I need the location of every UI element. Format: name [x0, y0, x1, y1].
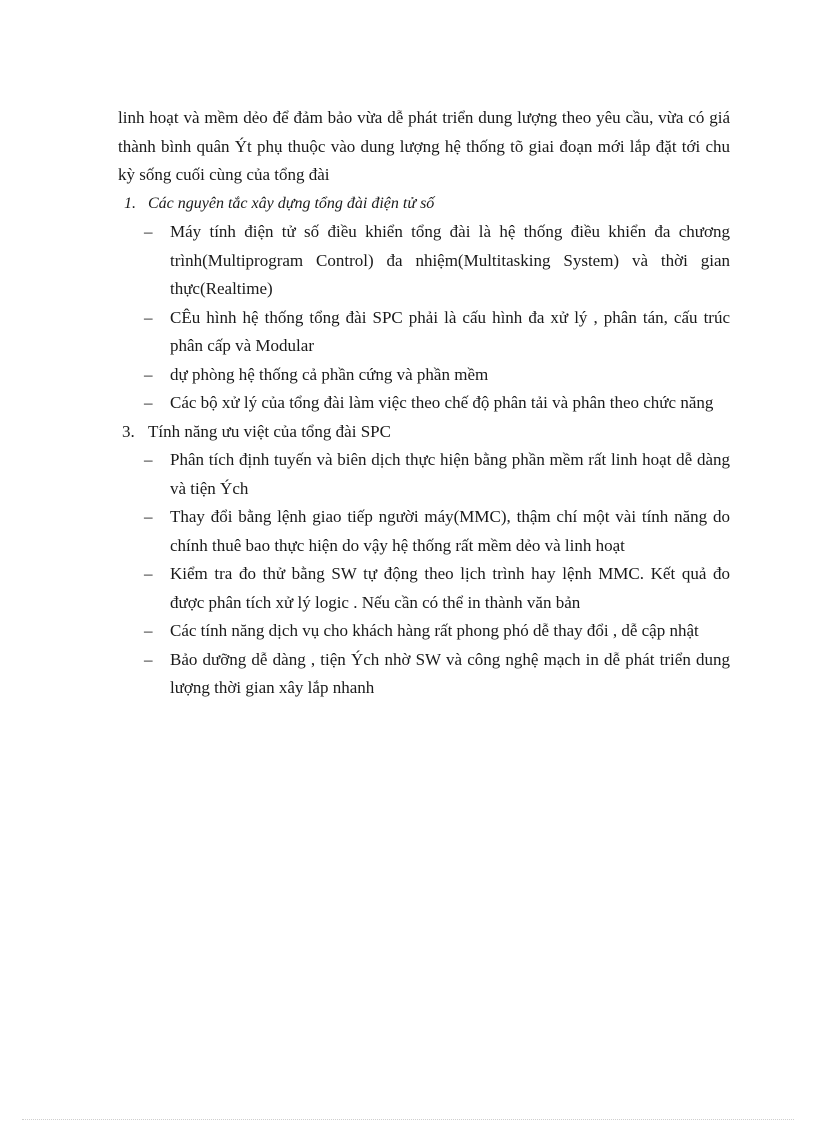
intro-paragraph: linh hoạt và mềm dẻo để đảm bảo vừa dễ phát triển dung lượng theo yêu cầu, vừa có giá thành bình quân Ýt phụ thuộc vào dung lượng hệ thống tõ giai đoạn mới lắp đặt tới chu kỳ sống cuối cùng của tổng đài	[118, 108, 730, 184]
list-item-text: dự phòng hệ thống cả phần cứng và phần mềm	[170, 364, 489, 384]
list-item	[118, 503, 730, 560]
dash-bullet: –	[144, 649, 153, 669]
page-bottom-divider	[22, 1119, 794, 1120]
list-item-text: Máy tính điện tử số điều khiển tổng đài là hệ thống điều khiển đa chương trình(Multiprogram Control) đa nhiệm(Multitasking System) và thời gian thực(Realtime)	[170, 222, 730, 298]
section-1-heading	[118, 190, 730, 219]
section-1-list	[118, 218, 730, 418]
dash-bullet: –	[144, 450, 153, 469]
dash-bullet: –	[144, 507, 153, 526]
list-item-text: Các tính năng dịch vụ cho khách hàng rất phong phó dễ thay đổi , dễ cập nhật	[170, 621, 699, 640]
section-3-list	[118, 446, 730, 703]
list-item	[118, 304, 730, 361]
section-3-heading	[118, 418, 730, 447]
list-item-text: Phân tích định tuyến và biên dịch thực hiện bằng phần mềm rất linh hoạt dễ dàng và tiện Ých	[170, 450, 730, 498]
section-3-number: 3.	[122, 421, 135, 441]
dash-bullet: –	[144, 222, 153, 241]
dash-bullet: –	[144, 364, 153, 384]
dash-bullet: –	[144, 564, 153, 583]
list-item-text: Bảo dưỡng dễ dàng , tiện Ých nhờ SW và công nghệ mạch in dễ phát triển dung lượng thời gian xây lắp nhanh	[170, 649, 730, 697]
section-1-title: Các nguyên tắc xây dựng tổng đài điện tử số	[148, 194, 435, 212]
list-item-text: Thay đổi bằng lệnh giao tiếp người máy(MMC), thậm chí một vài tính năng do chính thuê bao thực hiện do vậy hệ thống rất mềm dẻo và linh hoạt	[170, 507, 730, 555]
list-item-text: CÊu hình hệ thống tổng đài SPC phải là cấu hình đa xử lý , phân tán, cấu trúc phân cấp và Modular	[170, 307, 730, 355]
dash-bullet: –	[144, 307, 153, 327]
section-3-title: Tính năng ưu việt của tổng đài SPC	[148, 421, 391, 441]
dash-bullet: –	[144, 621, 153, 640]
list-item	[118, 560, 730, 617]
list-item-text: Kiểm tra đo thử bằng SW tự động theo lịch trình hay lệnh MMC. Kết quả đo được phân tích xử lý logic . Nếu cần có thể in thành văn bản	[170, 564, 730, 612]
dash-bullet: –	[144, 393, 153, 412]
list-item	[118, 389, 730, 418]
list-item	[118, 617, 730, 646]
list-item-text: Các bộ xử lý của tổng đài làm việc theo chế độ phân tải và phân theo chức năng	[170, 393, 714, 412]
list-item	[118, 361, 730, 390]
list-item	[118, 646, 730, 703]
list-item	[118, 446, 730, 503]
list-item	[118, 218, 730, 304]
section-1-number: 1.	[124, 194, 136, 212]
page-content	[118, 104, 730, 703]
